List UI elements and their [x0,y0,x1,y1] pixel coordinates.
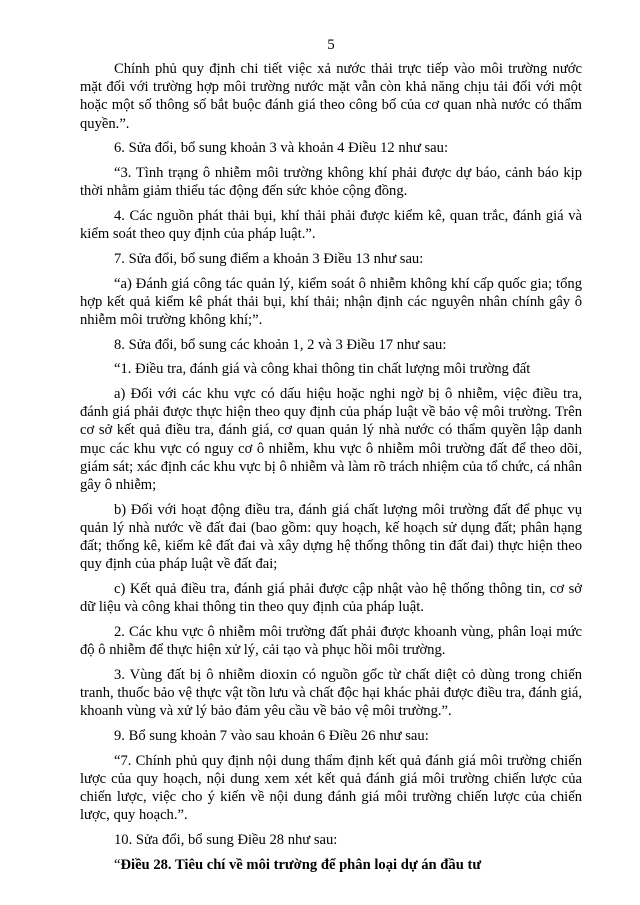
page-number: 5 [327,37,335,53]
paragraph-continuation: Chính phủ quy định chi tiết việc xả nước thải trực tiếp vào môi trường nước mặt đối với trường hợp môi trường nước mặt vẫn còn khả năng chịu tải đối với một hoặc một số thông số bắt buộc đánh giá theo công bố của cơ quan nhà nước có thẩm quyền.”. [80,61,582,132]
article-28-title-text: Điều 28. Tiêu chí về môi trường để phân loại dự án đầu tư [120,856,482,873]
point-a-suspected-areas: a) Đối với các khu vực có dấu hiệu hoặc nghi ngờ bị ô nhiễm, việc điều tra, đánh giá phải được thực hiện theo quy định của pháp luật về bảo vệ môi trường. Trên cơ sở kết quả điều tra, đánh giá, cơ quan quản lý nhà nước có thẩm quyền lập danh mục các khu vực có nguy cơ ô nhiễm, khu vực ô nhiễm môi trường đất để theo dõi, giám sát; xác định các khu vực bị ô nhiễm và làm rõ trách nhiệm của tổ chức, cá nhân gây ô nhiễm; [80,386,582,494]
clause-2-polluted-zones: 2. Các khu vực ô nhiễm môi trường đất phải được khoanh vùng, phân loại mức độ ô nhiễm để thực hiện xử lý, cải tạo và phục hồi môi trường. [80,623,582,659]
article-28-title [80,856,582,874]
point-a-air-quality: “a) Đánh giá công tác quản lý, kiểm soát ô nhiễm không khí cấp quốc gia; tổng hợp kết quả kiểm kê phát thải bụi, khí thải; nhận định các nguyên nhân chính gây ô nhiễm môi trường không khí;”. [80,275,582,328]
clause-4-emission-sources: 4. Các nguồn phát thải bụi, khí thải phải được kiểm kê, quan trắc, đánh giá và kiểm soát theo quy định của pháp luật.”. [80,207,582,243]
clause-1-soil-quality: “1. Điều tra, đánh giá và công khai thông tin chất lượng môi trường đất [114,361,531,378]
clause-3-dioxin-land: 3. Vùng đất bị ô nhiễm dioxin có nguồn gốc từ chất diệt cỏ dùng trong chiến tranh, thuốc bảo vệ thực vật tồn lưu và chất độc hại khác phải được điều tra, đánh giá, khoanh vùng và xử lý bảo đảm yêu cầu về bảo vệ môi trường.”. [80,666,582,720]
clause-3-air-pollution: “3. Tình trạng ô nhiễm môi trường không khí phải được dự báo, cảnh báo kịp thời nhằm giảm thiểu tác động đến sức khỏe cộng đồng. [80,165,582,200]
clause-7-strategic-assessment: “7. Chính phủ quy định nội dung thẩm định kết quả đánh giá môi trường chiến lược của quy hoạch, nội dung xem xét kết quả đánh giá môi trường chiến lược của chiến lược, việc cho ý kiến về nội dung đánh giá môi trường chiến lược của chiến lược, quy hoạch.”. [80,752,582,824]
amendment-item-7: 7. Sửa đổi, bổ sung điểm a khoản 3 Điều 13 như sau: [114,250,424,267]
point-c-results-update: c) Kết quả điều tra, đánh giá phải được cập nhật vào hệ thống thông tin, cơ sở dữ liệu và công khai thông tin theo quy định của pháp luật. [80,581,582,616]
amendment-item-9: 9. Bổ sung khoản 7 vào sau khoản 6 Điều 26 như sau: [114,728,429,744]
opening-quote: “ [114,856,121,873]
point-b-land-survey: b) Đối với hoạt động điều tra, đánh giá chất lượng môi trường đất để phục vụ quản lý nhà nước về đất đai (bao gồm: quy hoạch, kế hoạch sử dụng đất; phân hạng đất; thống kê, kiểm kê đất đai và xây dựng hệ thống thông tin đất đai) thực hiện theo quy định của pháp luật về đất đai; [80,501,582,573]
amendment-item-6: 6. Sửa đổi, bổ sung khoản 3 và khoản 4 Điều 12 như sau: [114,140,449,157]
amendment-item-8: 8. Sửa đổi, bổ sung các khoản 1, 2 và 3 Điều 17 như sau: [114,336,447,353]
document-page [80,36,582,880]
amendment-item-10: 10. Sửa đổi, bổ sung Điều 28 như sau: [114,832,338,849]
